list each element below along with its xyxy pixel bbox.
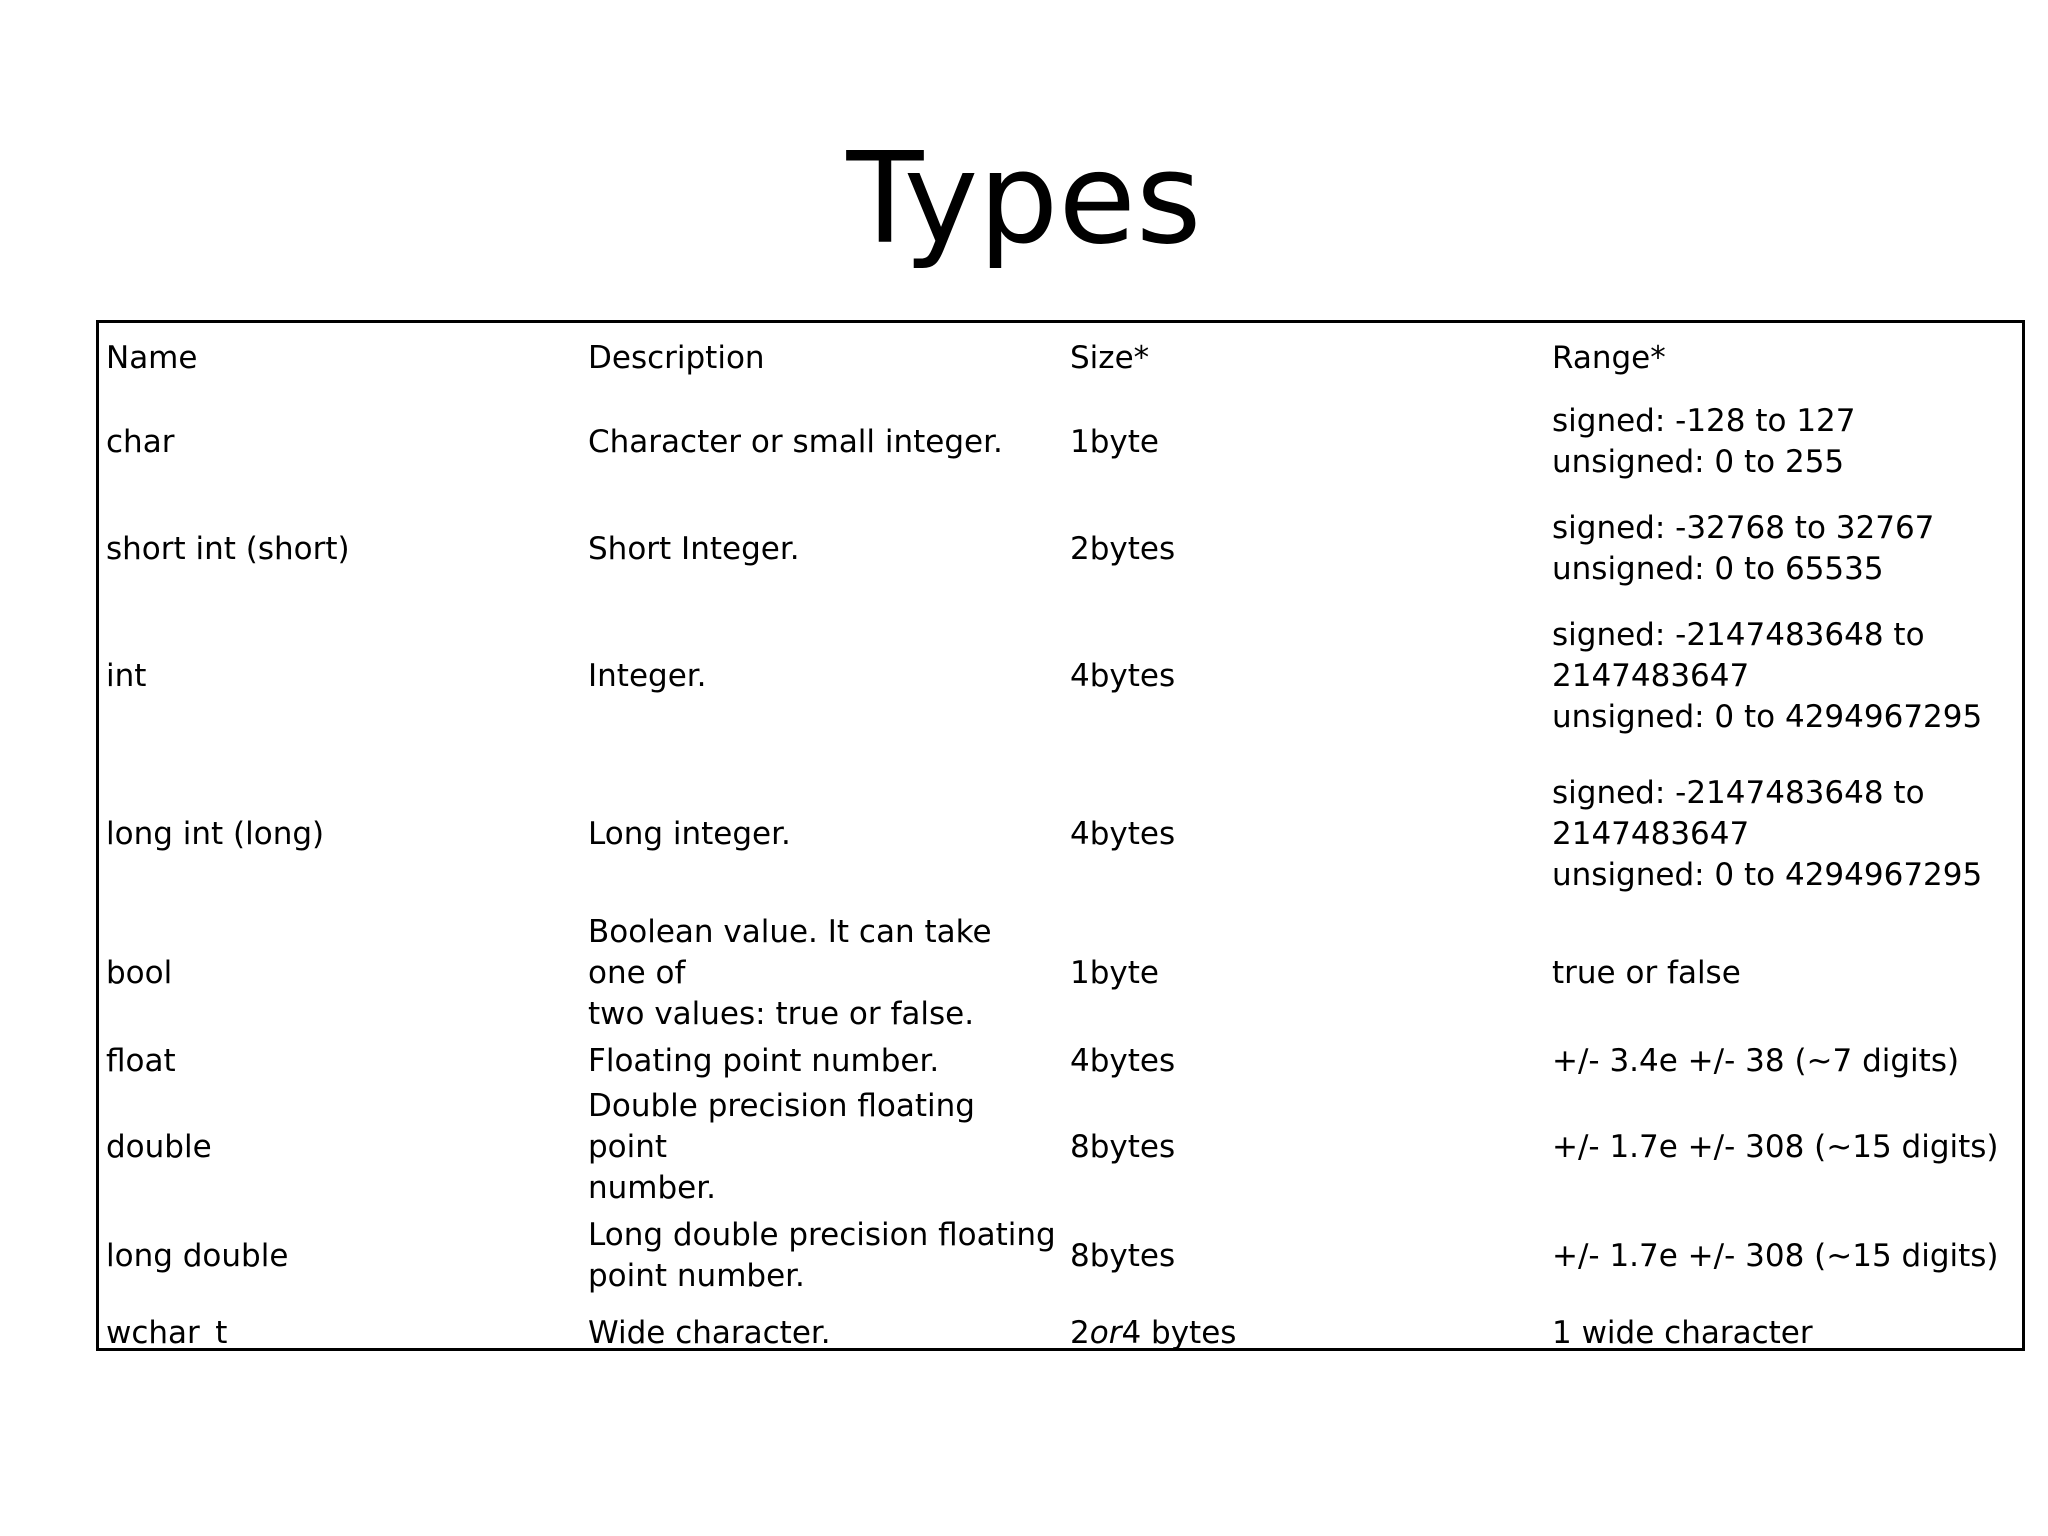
type-range: +/- 1.7e +/- 308 (~15 digits) — [1552, 1128, 1999, 1165]
type-name: long int (long) — [106, 815, 325, 852]
header-name: Name — [106, 339, 198, 376]
table-row — [99, 1316, 2022, 1350]
table-row — [99, 1032, 2022, 1090]
type-size: 4bytes — [1070, 657, 1176, 694]
table-row — [99, 499, 2022, 599]
slide-title: Types — [846, 125, 1202, 272]
table-row — [99, 1207, 2022, 1305]
table-row — [99, 1087, 2022, 1206]
type-name: int — [106, 657, 147, 694]
type-description: Integer. — [588, 657, 707, 694]
size-emphasis: or — [1089, 1314, 1122, 1351]
type-name: char — [106, 423, 175, 460]
type-name: short int (short) — [106, 530, 350, 567]
type-description: Long integer. — [588, 815, 791, 852]
type-name: long double — [106, 1237, 289, 1274]
type-range: signed: -128 to 127 unsigned: 0 to 255 — [1552, 403, 1856, 480]
type-description: Double precision floating point number. — [588, 1087, 975, 1206]
type-range: signed: -32768 to 32767 unsigned: 0 to 65535 — [1552, 510, 1935, 587]
type-range: signed: -2147483648 to 2147483647 unsigned: 0 to 4294967295 — [1552, 616, 1983, 735]
type-name: wchar_t — [106, 1314, 228, 1351]
type-description: Wide character. — [588, 1314, 831, 1351]
table-header-row — [99, 328, 2022, 388]
type-range: signed: -2147483648 to 2147483647 unsigned: 0 to 4294967295 — [1552, 774, 1983, 893]
type-size: 1byte — [1070, 954, 1159, 991]
size-suffix: 4 bytes — [1121, 1314, 1237, 1351]
table-row — [99, 766, 2022, 902]
types-table — [96, 320, 2025, 1351]
header-range: Range* — [1552, 339, 1666, 376]
size-prefix: 2 — [1070, 1314, 1090, 1351]
type-name: bool — [106, 954, 173, 991]
type-size — [1070, 1316, 1540, 1350]
type-size: 4bytes — [1070, 1042, 1176, 1079]
type-size: 2bytes — [1070, 530, 1176, 567]
header-description: Description — [588, 339, 765, 376]
header-size: Size* — [1070, 339, 1150, 376]
type-range: +/- 1.7e +/- 308 (~15 digits) — [1552, 1237, 1999, 1274]
table-row — [99, 913, 2022, 1032]
type-description: Long double precision floating point number. — [588, 1217, 1056, 1294]
type-range: 1 wide character — [1552, 1314, 1813, 1351]
type-size: 8bytes — [1070, 1237, 1176, 1274]
type-description: Floating point number. — [588, 1042, 940, 1079]
type-name: float — [106, 1042, 176, 1079]
type-name: double — [106, 1128, 212, 1165]
table-row — [99, 608, 2022, 744]
type-range: true or false — [1552, 954, 1741, 991]
type-size: 1byte — [1070, 423, 1159, 460]
type-description: Boolean value. It can take one of two values: true or false. — [588, 913, 992, 1032]
table-row — [99, 393, 2022, 491]
type-range: +/- 3.4e +/- 38 (~7 digits) — [1552, 1042, 1960, 1079]
type-size: 4bytes — [1070, 815, 1176, 852]
type-description: Character or small integer. — [588, 423, 1003, 460]
type-size: 8bytes — [1070, 1128, 1176, 1165]
type-description: Short Integer. — [588, 530, 800, 567]
